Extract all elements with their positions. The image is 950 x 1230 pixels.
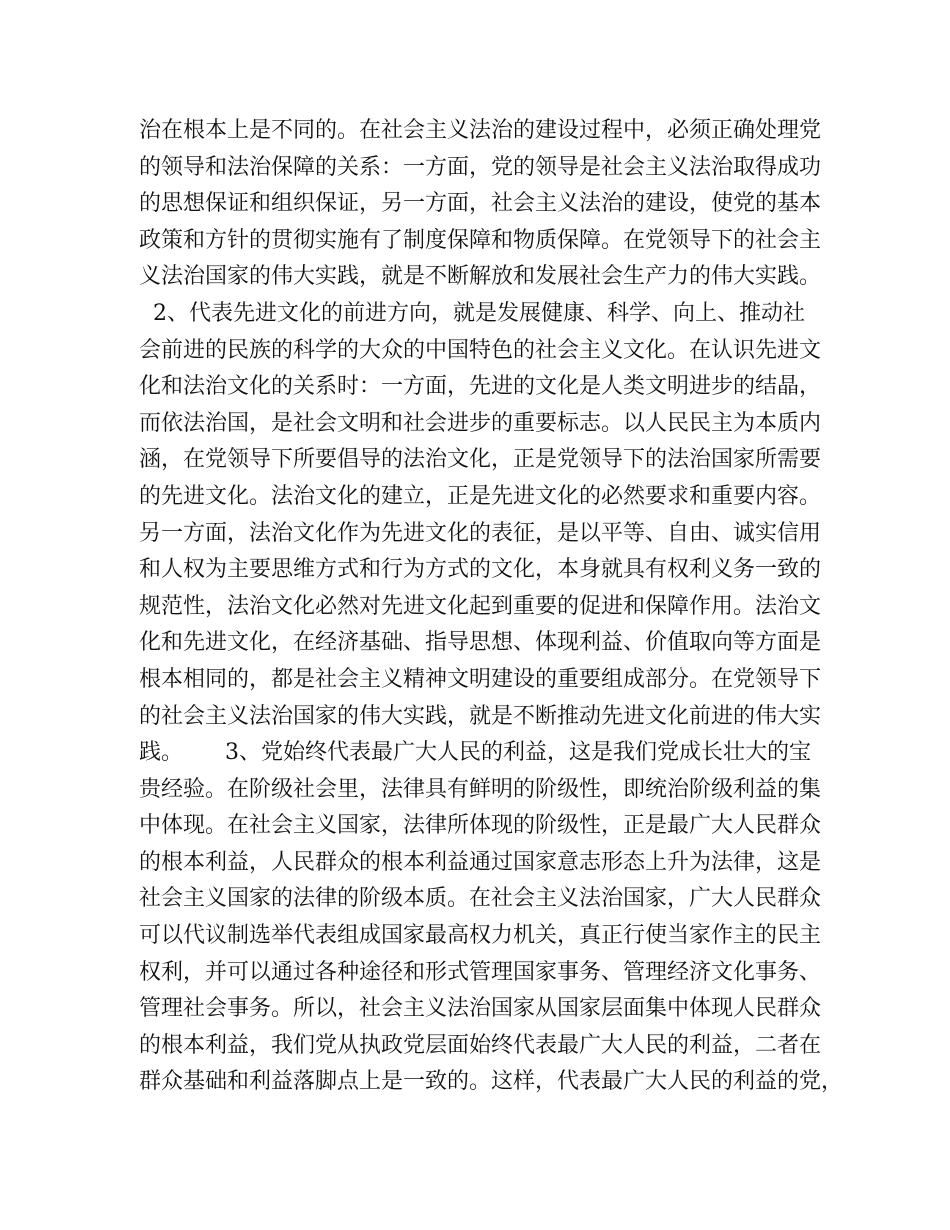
text-line: 权利，并可以通过各种途径和形式管理国家事务、管理经济文化事务、 bbox=[139, 959, 822, 985]
text-line: 根本相同的，都是社会主义精神文明建设的重要组成部分。在党领导下 bbox=[139, 666, 822, 692]
text-line: 管理社会事务。所以，社会主义法治国家从国家层面集中体现人民群众 bbox=[139, 996, 822, 1022]
text-line: 群众基础和利益落脚点上是一致的。这样，代表最广大人民的利益的党， bbox=[139, 1069, 844, 1095]
text-line: 义法治国家的伟大实践，就是不断解放和发展社会生产力的伟大实践。 bbox=[139, 264, 822, 290]
text-line: 治在根本上是不同的。在社会主义法治的建设过程中，必须正确处理党 bbox=[139, 118, 822, 143]
text-line: 践。 3、党始终代表最广大人民的利益，这是我们党成长壮大的宝 bbox=[139, 740, 811, 766]
text-line: 2、代表先进文化的前进方向，就是发展健康、科学、向上、推动社 bbox=[139, 300, 805, 326]
text-line: 政策和方针的贯彻实施有了制度保障和物质保障。在党领导下的社会主 bbox=[139, 227, 822, 253]
text-line: 会前进的民族的科学的大众的中国特色的社会主义文化。在认识先进文 bbox=[139, 337, 822, 363]
text-line: 的先进文化。法治文化的建立，正是先进文化的必然要求和重要内容。 bbox=[139, 483, 822, 509]
text-line: 化和法治文化的关系时：一方面，先进的文化是人类文明进步的结晶， bbox=[139, 374, 822, 400]
text-line: 的根本利益，我们党从执政党层面始终代表最广大人民的利益，二者在 bbox=[139, 1032, 822, 1058]
text-line: 中体现。在社会主义国家，法律所体现的阶级性，正是最广大人民群众 bbox=[139, 813, 822, 839]
text-line: 社会主义国家的法律的阶级本质。在社会主义法治国家，广大人民群众 bbox=[139, 886, 822, 912]
text-line: 的思想保证和组织保证，另一方面，社会主义法治的建设，使党的基本 bbox=[139, 191, 822, 217]
text-line: 的领导和法治保障的关系：一方面，党的领导是社会主义法治取得成功 bbox=[139, 154, 822, 180]
text-line: 贵经验。在阶级社会里，法律具有鲜明的阶级性，即统治阶级利益的集 bbox=[139, 776, 822, 802]
text-line: 和人权为主要思维方式和行为方式的文化，本身就具有权利义务一致的 bbox=[139, 557, 822, 583]
text-line: 化和先进文化，在经济基础、指导思想、体现利益、价值取向等方面是 bbox=[139, 630, 822, 656]
text-line: 规范性，法治文化必然对先进文化起到重要的促进和保障作用。法治文 bbox=[139, 593, 822, 619]
text-line: 的社会主义法治国家的伟大实践，就是不断推动先进文化前进的伟大实 bbox=[139, 703, 822, 729]
text-line: 而依法治国，是社会文明和社会进步的重要标志。以人民民主为本质内 bbox=[139, 410, 822, 436]
text-line: 涵，在党领导下所要倡导的法治文化，正是党领导下的法治国家所需要 bbox=[139, 447, 822, 473]
text-line: 的根本利益，人民群众的根本利益通过国家意志形态上升为法律，这是 bbox=[139, 849, 822, 875]
text-line: 另一方面，法治文化作为先进文化的表征，是以平等、自由、诚实信用 bbox=[139, 520, 822, 546]
text-line: 可以代议制选举代表组成国家最高权力机关，真正行使当家作主的民主 bbox=[139, 923, 822, 949]
body-text bbox=[139, 113, 844, 1101]
